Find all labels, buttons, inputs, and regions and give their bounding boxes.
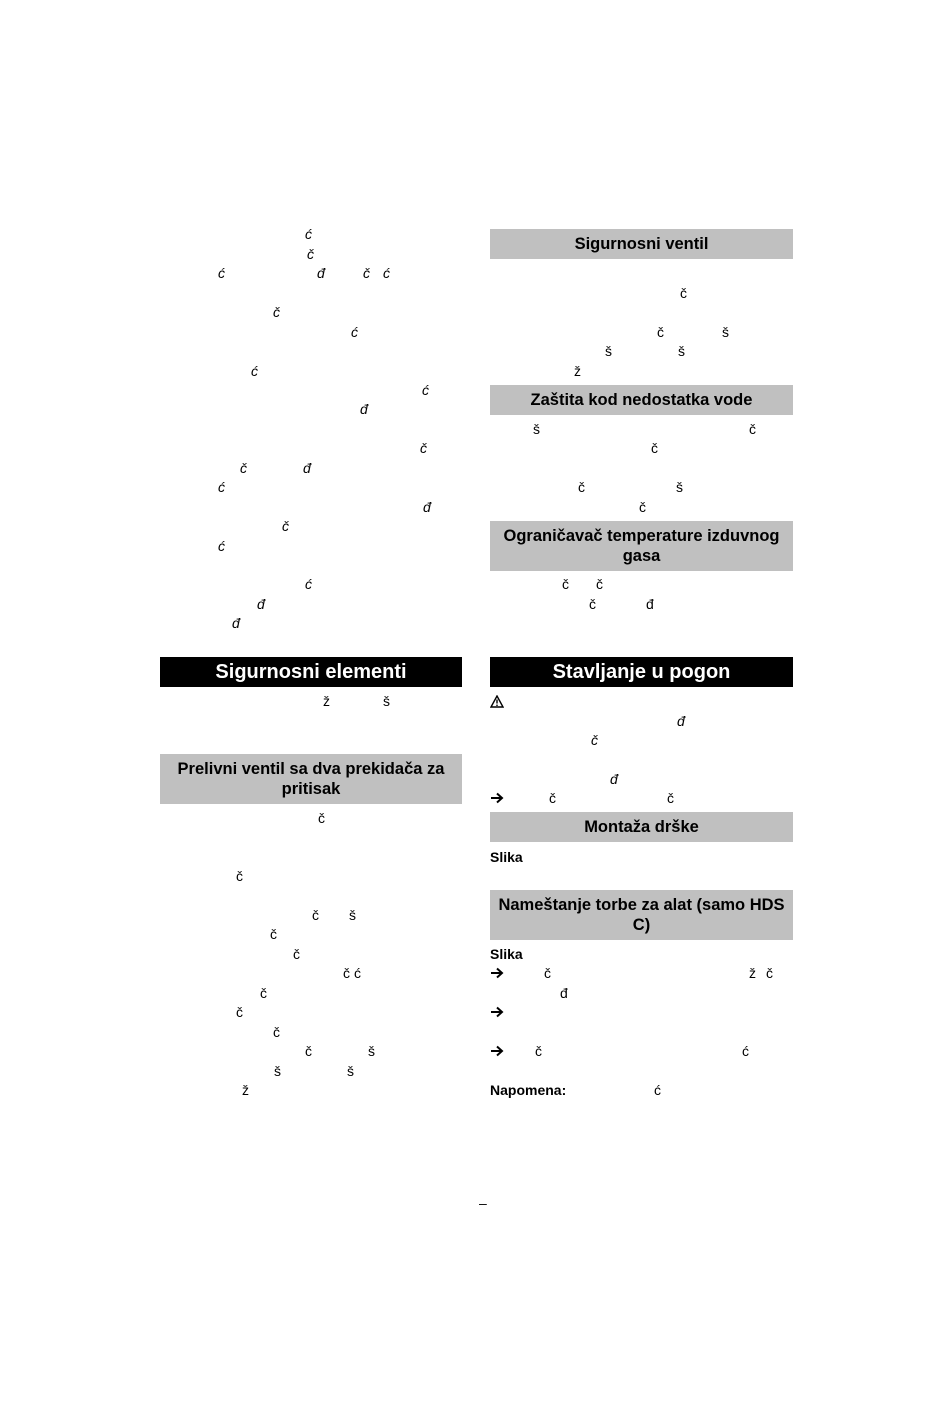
glyph: ć: [351, 324, 358, 340]
glyph: č: [343, 965, 350, 981]
glyph: ć: [305, 226, 312, 242]
glyph: š: [383, 693, 390, 709]
glyph: đ: [423, 499, 431, 515]
warning-triangle-icon: [490, 695, 504, 708]
glyph: ž: [574, 363, 581, 379]
glyph: č: [236, 1004, 243, 1020]
glyph: đ: [560, 985, 568, 1001]
glyph: š: [605, 343, 612, 359]
glyph: č: [766, 965, 773, 981]
subsection-heading-sigurnosni-ventil: Sigurnosni ventil: [490, 229, 793, 259]
glyph: š: [678, 343, 685, 359]
glyph: č: [589, 596, 596, 612]
note-label: Napomena:: [490, 1082, 567, 1098]
glyph: č: [312, 907, 319, 923]
subsection-heading-montaza-drske: Montaža drške: [490, 812, 793, 842]
glyph: č: [544, 965, 551, 981]
arrow-right-icon: [490, 967, 504, 979]
glyph: š: [347, 1063, 354, 1079]
glyph: č: [260, 985, 267, 1001]
glyph: č: [270, 926, 277, 942]
glyph: ž: [242, 1082, 249, 1098]
glyph: č: [667, 790, 674, 806]
glyph: č: [596, 576, 603, 592]
glyph: č: [562, 576, 569, 592]
glyph: č: [578, 479, 585, 495]
glyph: č: [420, 440, 427, 456]
glyph: č: [318, 810, 325, 826]
figure-reference-label: Slika: [490, 849, 523, 865]
subsection-heading-prelivni-ventil: Prelivni ventil sa dva prekidača za pritisak: [160, 754, 462, 804]
glyph: č: [236, 868, 243, 884]
glyph: ž: [323, 693, 330, 709]
glyph: č: [307, 246, 314, 262]
glyph: š: [274, 1063, 281, 1079]
glyph: š: [368, 1043, 375, 1059]
glyph: ć: [218, 265, 225, 281]
subsection-heading-zastita-nedostatka-vode: Zaštita kod nedostatka vode: [490, 385, 793, 415]
arrow-right-icon: [490, 792, 504, 804]
glyph: đ: [303, 460, 311, 476]
glyph: ć: [422, 382, 429, 398]
glyph: š: [676, 479, 683, 495]
glyph: ć: [305, 576, 312, 592]
glyph: č: [639, 499, 646, 515]
arrow-right-icon: [490, 1045, 504, 1057]
glyph: č: [273, 1024, 280, 1040]
glyph: ć: [654, 1082, 661, 1098]
glyph: č: [657, 324, 664, 340]
glyph: đ: [232, 615, 240, 631]
glyph: ć: [251, 363, 258, 379]
glyph: č: [282, 518, 289, 534]
glyph: č: [549, 790, 556, 806]
glyph: č: [680, 285, 687, 301]
glyph: ć: [742, 1043, 749, 1059]
glyph: đ: [317, 265, 325, 281]
subsection-heading-ogranicavac-temperature: Ograničavač temperature izduvnog gasa: [490, 521, 793, 571]
section-heading-stavljanje-u-pogon: Stavljanje u pogon: [490, 657, 793, 687]
arrow-right-icon: [490, 1006, 504, 1018]
glyph: č: [749, 421, 756, 437]
section-heading-sigurnosni-elementi: Sigurnosni elementi: [160, 657, 462, 687]
glyph: ć: [218, 479, 225, 495]
glyph: đ: [646, 596, 654, 612]
glyph: č: [305, 1043, 312, 1059]
glyph: ž: [749, 965, 756, 981]
glyph: đ: [610, 771, 618, 787]
glyph: ć: [354, 965, 361, 981]
glyph: š: [349, 907, 356, 923]
glyph: đ: [677, 713, 685, 729]
glyph: č: [591, 732, 598, 748]
figure-reference-label: Slika: [490, 946, 523, 962]
glyph: č: [240, 460, 247, 476]
subsection-heading-namestanje-torbe: Nameštanje torbe za alat (samo HDS C): [490, 890, 793, 940]
glyph: đ: [257, 596, 265, 612]
glyph: č: [535, 1043, 542, 1059]
glyph: š: [722, 324, 729, 340]
glyph: č: [273, 304, 280, 320]
glyph: č: [293, 946, 300, 962]
glyph: š: [533, 421, 540, 437]
page-number-mark: –: [479, 1195, 487, 1211]
glyph: đ: [360, 401, 368, 417]
glyph: č: [651, 440, 658, 456]
glyph: ć: [218, 538, 225, 554]
glyph: ć: [383, 265, 390, 281]
glyph: č: [363, 265, 370, 281]
